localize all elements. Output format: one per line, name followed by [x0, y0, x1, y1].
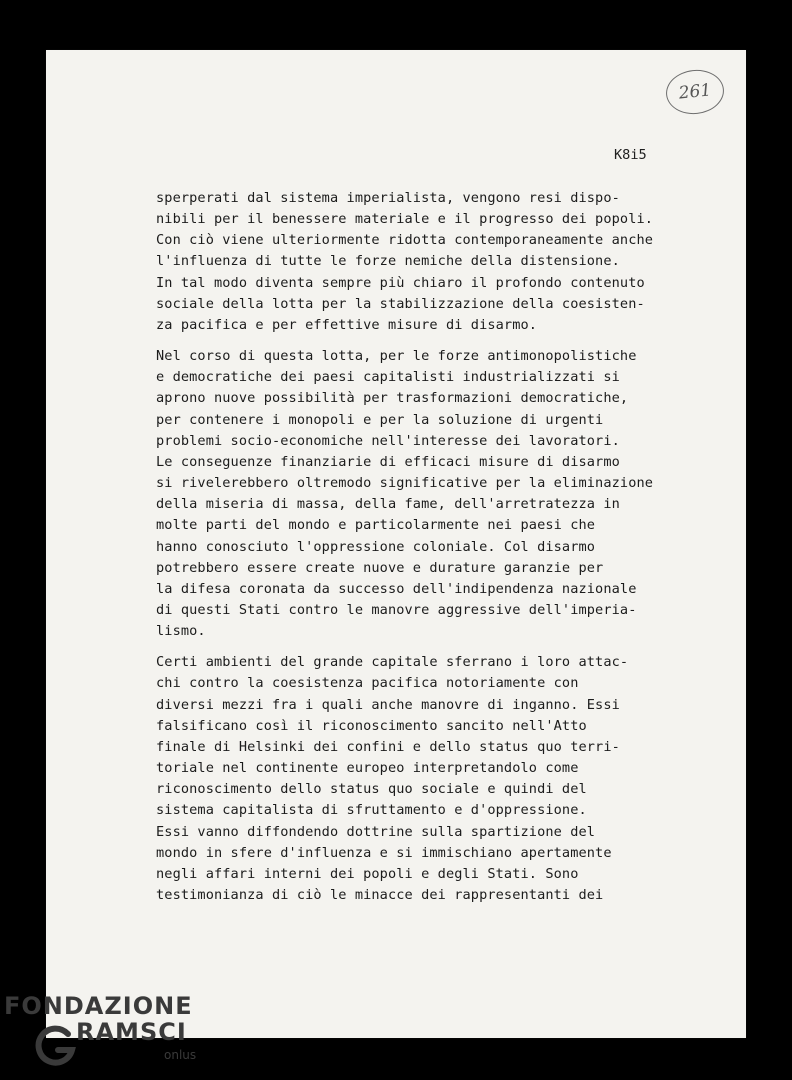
text-line: diversi mezzi fra i quali anche manovre di inganno. Essi — [156, 696, 620, 713]
text-line: falsificano così il riconoscimento sancito nell'Atto — [156, 717, 587, 734]
text-line: di questi Stati contro le manovre aggressive dell'imperia- — [156, 601, 637, 618]
watermark-tagline: onlus — [164, 1048, 197, 1062]
text-line: Nel corso di questa lotta, per le forze antimonopolistiche — [156, 348, 637, 365]
text-line: sperperati dal sistema imperialista, vengono resi dispo- — [156, 190, 620, 206]
text-line: lismo. — [156, 623, 206, 640]
text-line: nibili per il benessere materiale e il progresso dei popoli. — [156, 211, 654, 228]
fondazione-gramsci-watermark — [4, 992, 224, 1074]
text-line: testimonianza di ciò le minacce dei rappresentanti dei — [156, 887, 604, 903]
text-line: toriale nel continente europeo interpretandolo come — [156, 760, 579, 777]
text-line: za pacifica e per effettive misure di disarmo. — [156, 316, 538, 333]
text-line: Le conseguenze finanziarie di efficaci misure di disarmo — [156, 453, 620, 470]
text-line: e democratiche dei paesi capitalisti industrializzati si — [156, 369, 620, 386]
text-line: della miseria di massa, della fame, dell'arretratezza in — [156, 496, 620, 513]
text-line: In tal modo diventa sempre più chiaro il profondo contenuto — [156, 274, 645, 291]
text-line: problemi socio-economiche nell'interesse dei lavoratori. — [156, 432, 620, 449]
text-line: riconoscimento dello status quo sociale e quindi del — [156, 781, 587, 798]
gramsci-g-logo-icon — [34, 1022, 80, 1068]
text-line: si rivelerebbero oltremodo significative per la eliminazione — [156, 475, 654, 492]
handwritten-page-number: 261 — [664, 67, 726, 117]
text-line: hanno conosciuto l'oppressione coloniale. Col disarmo — [156, 538, 596, 555]
text-line: finale di Helsinki dei confini e dello status quo terri- — [156, 738, 620, 755]
text-line: sociale della lotta per la stabilizzazione della coesisten- — [156, 295, 645, 312]
typewritten-body — [156, 188, 696, 916]
paragraph-2 — [156, 346, 696, 642]
watermark-line-2: RAMSCI — [76, 1018, 187, 1046]
text-line: molte parti del mondo e particolarmente nei paesi che — [156, 517, 596, 534]
text-line: Con ciò viene ulteriormente ridotta contemporaneamente anche — [156, 232, 654, 249]
text-line: Certi ambienti del grande capitale sferrano i loro attac- — [156, 654, 629, 671]
text-line: sistema capitalista di sfruttamento e d'oppressione. — [156, 802, 587, 819]
document-code: K8i5 — [614, 147, 647, 163]
text-line: chi contro la coesistenza pacifica notoriamente con — [156, 675, 579, 692]
paragraph-3 — [156, 652, 696, 906]
paragraph-1 — [156, 188, 696, 336]
text-line: negli affari interni dei popoli e degli Stati. Sono — [156, 865, 579, 882]
text-line: la difesa coronata da successo dell'indipendenza nazionale — [156, 580, 637, 597]
text-line: Essi vanno diffondendo dottrine sulla spartizione del — [156, 823, 596, 840]
watermark-line-1: FONDAZIONE — [4, 992, 193, 1020]
text-line: potrebbero essere create nuove e durature garanzie per — [156, 559, 604, 576]
text-line: l'influenza di tutte le forze nemiche della distensione. — [156, 253, 620, 270]
text-line: per contenere i monopoli e per la soluzione di urgenti — [156, 411, 604, 428]
text-line: mondo in sfere d'influenza e si immischiano apertamente — [156, 844, 612, 861]
text-line: aprono nuove possibilità per trasformazioni democratiche, — [156, 390, 629, 407]
